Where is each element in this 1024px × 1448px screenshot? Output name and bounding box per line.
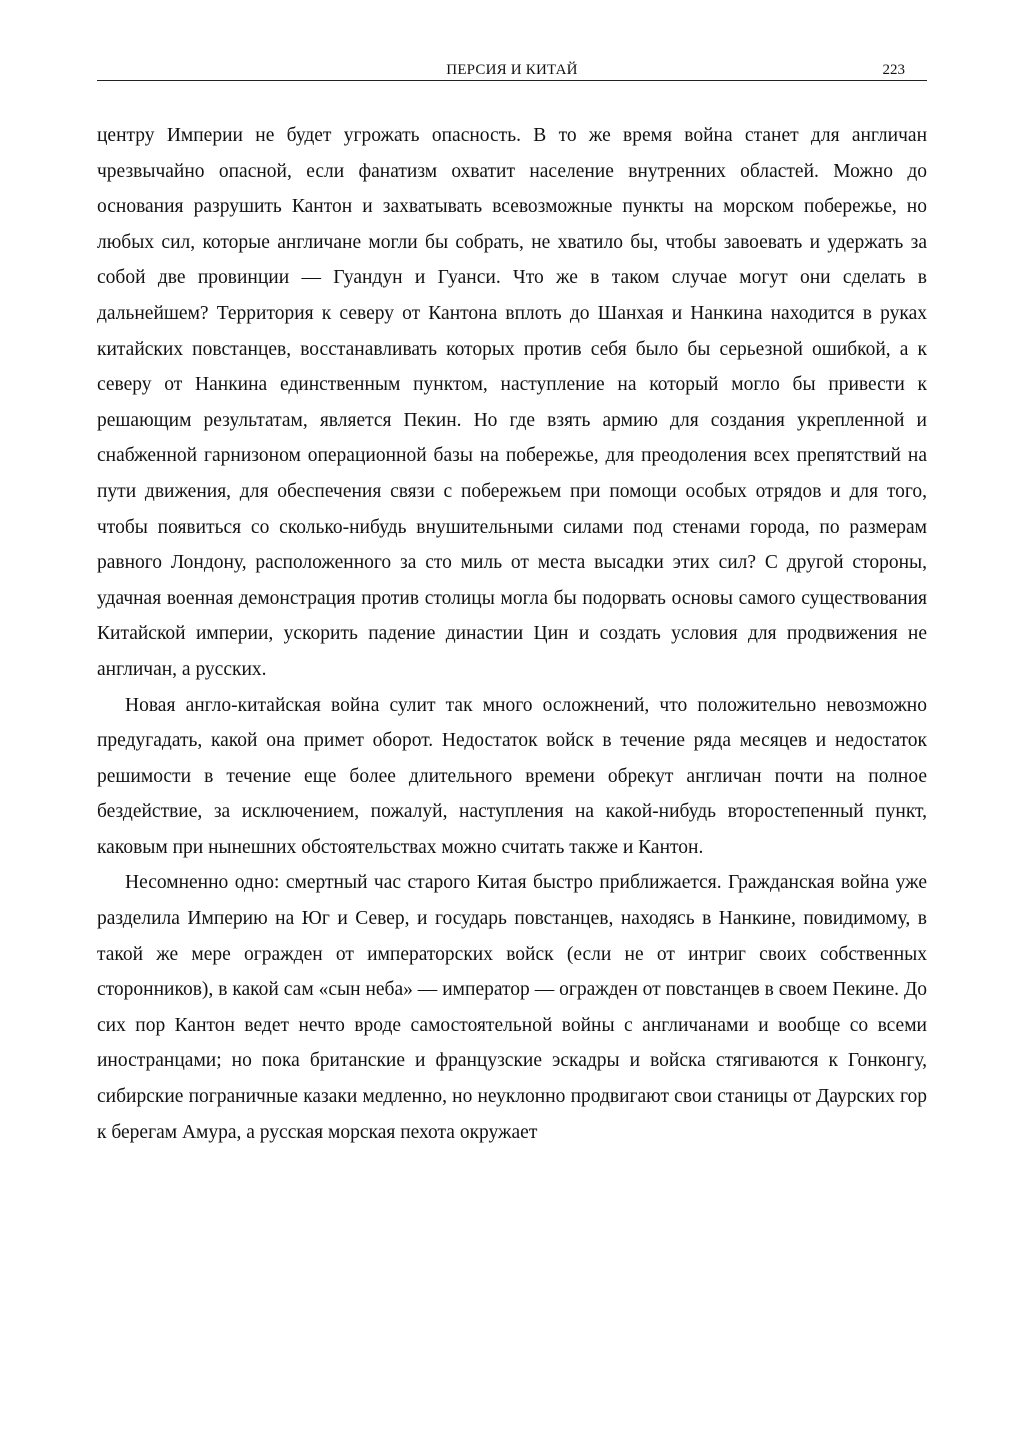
paragraph-3: Несомненно одно: смертный час старого Китая быстро приближается. Гражданская война уже разделила Империю на Юг и Север, и государь повстанцев, находясь в Нанкине, повидимому, в такой же мере огражден от императорских войск (если не от интриг своих собственных сторонников), в какой сам «сын неба» — император — огражден от повстанцев в своем Пекине. До сих пор Кантон ведет нечто вроде самостоятельной войны с англичанами и вообще со всеми иностранцами; но пока британские и французские эскадры и войска стягиваются к Гонконгу, сибирские пограничные казаки медленно, но неуклонно продвигают свои станицы от Даурских гор к берегам Амура, а русская морская пехота окружает: [97, 872, 927, 1143]
body-text: [97, 118, 927, 1150]
running-header: [97, 60, 927, 81]
running-title: ПЕРСИЯ И КИТАЙ: [446, 62, 578, 78]
page-number: 223: [882, 62, 905, 78]
paragraph-2: Новая англо-китайская война сулит так много осложнений, что положительно невозможно предугадать, какой она примет оборот. Недостаток войск в течение ряда месяцев и недостаток решимости в течение еще более длительного времени обрекут англичан почти на полное бездействие, за исключением, пожалуй, наступления на какой-нибудь второстепенный пункт, каковым при нынешних обстоятельствах можно считать также и Кантон.: [97, 694, 927, 858]
paragraph-1: центру Империи не будет угрожать опасность. В то же время война станет для англичан чрезвычайно опасной, если фанатизм охватит население внутренних областей. Можно до основания разрушить Кантон и захватывать всевозможные пункты на морском побережье, но любых сил, которые англичане могли бы собрать, не хватило бы, чтобы завоевать и удержать за собой две провинции — Гуандун и Гуанси. Что же в таком случае могут они сделать в дальнейшем? Территория к северу от Кантона вплоть до Шанхая и Нанкина находится в руках китайских повстанцев, восстанавливать которых против себя было бы серьезной ошибкой, а к северу от Нанкина единственным пунктом, наступление на который могло бы привести к решающим результатам, является Пекин. Но где взять армию для создания укрепленной и снабженной гарнизоном операционной базы на побережье, для преодоления всех препятствий на пути движения, для обеспечения связи с побережьем при помощи особых отрядов и для того, чтобы появиться со сколько-нибудь внушительными силами под стенами города, по размерам равного Лондону, расположенного за сто миль от места высадки этих сил? С другой стороны, удачная военная демонстрация против столицы могла бы подорвать основы самого существования Китайской империи, ускорить падение династии Цин и создать условия для продвижения не англичан, а русских.: [97, 125, 927, 680]
